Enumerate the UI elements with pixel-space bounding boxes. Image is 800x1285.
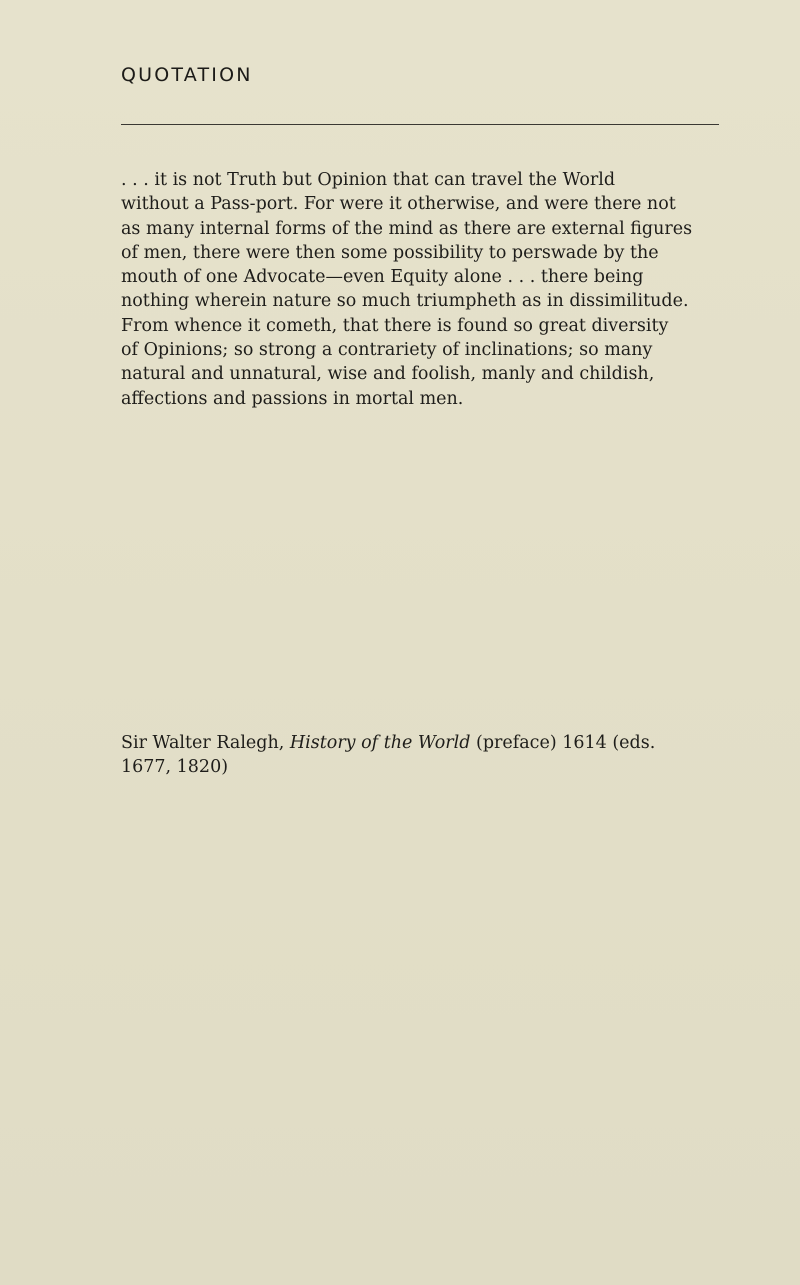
quote-line: as many internal forms of the mind as there are external figures bbox=[121, 218, 693, 239]
attribution-details: (preface) 1614 (eds. bbox=[476, 733, 656, 753]
page-heading: QUOTATION bbox=[121, 64, 253, 86]
attribution-editions: 1677, 1820) bbox=[121, 757, 229, 778]
quote-line: of men, there were then some possibility to perswade by the bbox=[121, 242, 659, 263]
quote-line: without a Pass-port. For were it otherwise, and were there not bbox=[121, 194, 676, 215]
quote-line: of Opinions; so strong a contrariety of inclinations; so many bbox=[121, 340, 653, 361]
attribution-author: Sir Walter Ralegh, bbox=[121, 733, 285, 753]
heading-divider bbox=[121, 124, 719, 125]
quote-line: natural and unnatural, wise and foolish, manly and childish, bbox=[121, 364, 655, 385]
quotation-text bbox=[121, 168, 721, 411]
attribution-work-title: History of the World bbox=[289, 733, 471, 753]
quote-line: affections and passions in mortal men. bbox=[121, 388, 464, 409]
quote-line: . . . it is not Truth but Opinion that can travel the World bbox=[121, 170, 616, 190]
attribution-line bbox=[121, 731, 721, 755]
quote-line: mouth of one Advocate—even Equity alone . . . there being bbox=[121, 267, 644, 288]
quote-line: From whence it cometh, that there is found so great diversity bbox=[121, 315, 669, 336]
quote-line: nothing wherein nature so much triumpheth as in dissimilitude. bbox=[121, 291, 689, 312]
quotation-attribution bbox=[121, 731, 721, 780]
